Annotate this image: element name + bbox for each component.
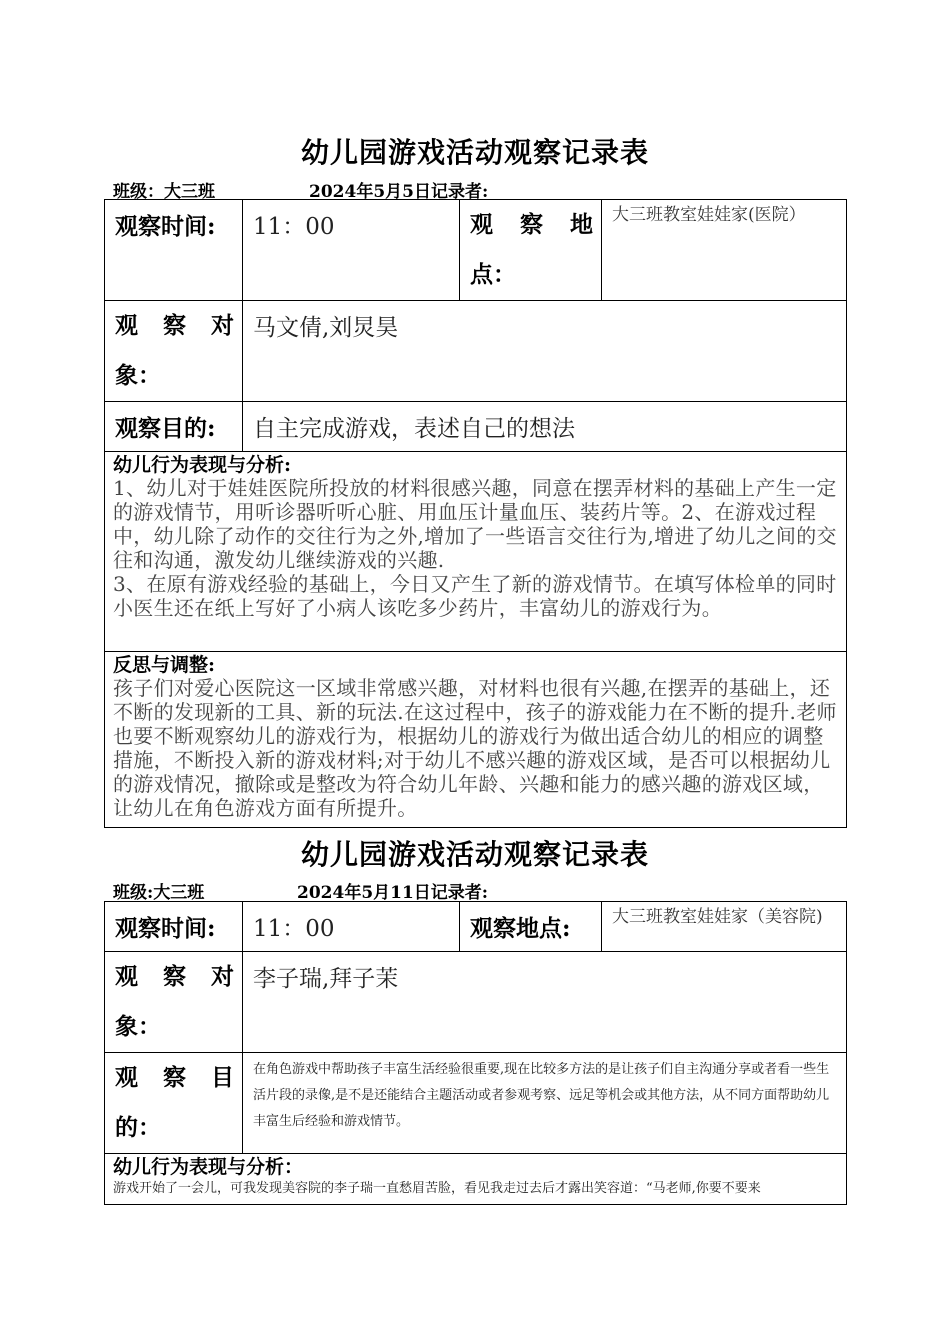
record2-behavior-heading: 幼儿行为表现与分析：: [113, 1156, 304, 1178]
record1-reflection-text: 孩子们对爱心医院这一区域非常感兴趣，对材料也很有兴趣,在摆弄的基础上，还不断的发现新的工具、新的玩法.在这过程中，孩子的游戏能力在不断的提升.老师也要不断观察幼儿的游戏行为，根据幼儿的游戏行为做出适合幼儿的相应的调整措施，不断投入新的游戏材料;对于幼儿不感兴趣的游戏区域，是否可以根据幼儿的游戏情况，撤除或是整改为符合幼儿年龄、兴趣和能力的感兴趣的游戏区域，让幼儿在角色游戏方面有所提升。: [113, 676, 837, 820]
record1-time-value: 11：00: [243, 200, 460, 301]
record1-row-reflection: [105, 652, 847, 828]
record1-date-recorder: 2024年5月5日记录者:: [309, 182, 489, 202]
record1-class-label: 班级：大三班: [113, 182, 215, 202]
record2-row-behavior: [105, 1154, 847, 1205]
record1-purpose-value: 自主完成游戏，表述自己的想法: [243, 402, 847, 452]
record2-place-value: 大三班教室娃娃家（美容院): [602, 902, 847, 952]
record1-reflection-heading: 反思与调整:: [113, 654, 216, 676]
record1-row-time-place: [105, 200, 847, 301]
record1-place-label-line1: 观 察 地: [470, 211, 593, 238]
record2-table: [104, 901, 847, 1205]
record2-class-label: 班级:大三班: [113, 883, 205, 903]
record2-purpose-value: 在角色游戏中帮助孩子丰富生活经验很重要,现在比较多方法的是让孩子们自主沟通分享或者看一些生活片段的录像,是不是还能结合主题活动或者参观考察、远足等机会或其他方法，从不同方面帮助幼儿丰富生后经验和游戏情节。: [243, 1053, 847, 1154]
record2-title: 幼儿园游戏活动观察记录表: [300, 838, 649, 871]
record1-behavior-heading: 幼儿行为表现与分析:: [113, 454, 292, 476]
record1-row-behavior: [105, 452, 847, 652]
record2-purpose-label-line2: 的：: [115, 1114, 161, 1141]
record2-row-time-place: [105, 902, 847, 952]
record1-place-label-line2: 点：: [470, 261, 516, 288]
record1-row-subject: [105, 301, 847, 402]
record2-subject-label-line1: 观 察 对: [115, 963, 234, 990]
record1-table: [104, 199, 847, 828]
record2-time-label: 观察时间:: [105, 902, 243, 952]
record1-place-value: 大三班教室娃娃家(医院）: [602, 200, 847, 301]
record1-subject-label-line2: 象：: [115, 362, 161, 389]
record1-reflection-section: [105, 652, 847, 828]
record1-subject-label-line1: 观 察 对: [115, 312, 234, 339]
record2-subject-value: 李子瑞,拜子茉: [243, 952, 847, 1053]
record2-time-value: 11：00: [243, 902, 460, 952]
record1-row-purpose: [105, 402, 847, 452]
record2-purpose-label: [105, 1053, 243, 1154]
record2-place-label: 观察地点:: [460, 902, 602, 952]
record1-purpose-label: 观察目的:: [105, 402, 243, 452]
record1-behavior-section: [105, 452, 847, 652]
record1-subject-label: [105, 301, 243, 402]
record1-time-label: 观察时间:: [105, 200, 243, 301]
record2-behavior-section: [105, 1154, 847, 1205]
record1-subject-value: 马文倩,刘炅昊: [243, 301, 847, 402]
record1-behavior-text-1: 1、幼儿对于娃娃医院所投放的材料很感兴趣，同意在摆弄材料的基础上产生一定的游戏情节，用听诊器听听心脏、用血压计量血压、装药片等。2、在游戏过程中，幼儿除了动作的交往行为之外,增加了一些语言交往行为,增进了幼儿之间的交往和沟通，激发幼儿继续游戏的兴趣.: [113, 476, 837, 572]
record2-row-purpose: [105, 1053, 847, 1154]
record2-purpose-label-line1: 观 察 目: [115, 1064, 234, 1091]
record2-date-recorder: 2024年5月11日记录者:: [297, 883, 489, 903]
record2-meta: [113, 878, 488, 903]
record1-title: 幼儿园游戏活动观察记录表: [300, 136, 649, 169]
record2-row-subject: [105, 952, 847, 1053]
record1-place-label: [460, 200, 602, 301]
record2-subject-label: [105, 952, 243, 1053]
record2-subject-label-line2: 象：: [115, 1013, 161, 1040]
record1-behavior-text-2: 3、在原有游戏经验的基础上，今日又产生了新的游戏情节。在填写体检单的同时小医生还在纸上写好了小病人该吃多少药片，丰富幼儿的游戏行为。: [113, 572, 837, 620]
record2-behavior-text: 游戏开始了一会儿，可我发现美容院的李子瑞一直愁眉苦脸，看见我走过去后才露出笑容道：“马老师,你要不要来: [113, 1181, 761, 1196]
